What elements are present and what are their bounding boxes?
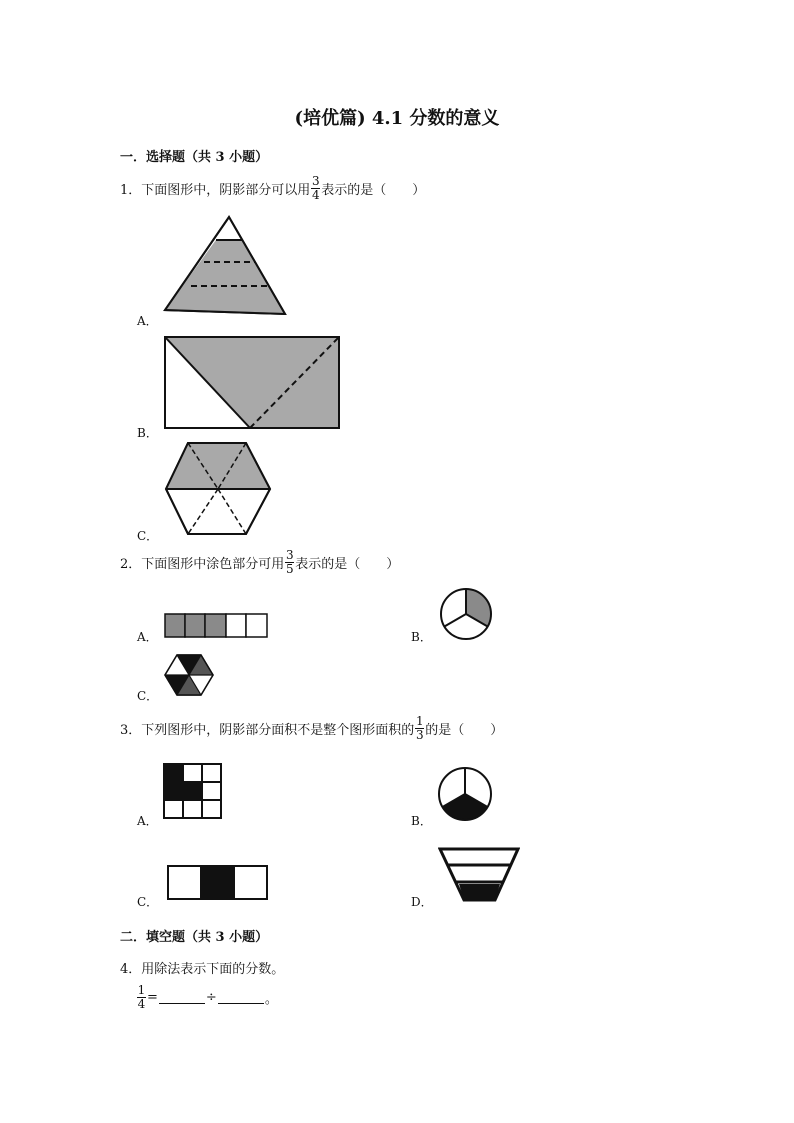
q2-option-c-label[interactable]: C． — [137, 689, 159, 703]
divisor-blank[interactable] — [218, 991, 264, 1004]
fraction-numerator: 1 — [415, 714, 424, 728]
question-1 — [120, 175, 425, 202]
question-1-suffix: 表示的是（ ） — [321, 183, 426, 198]
q3-option-a-label[interactable]: A． — [137, 814, 158, 828]
q1-option-c-hexagon-figure[interactable] — [160, 438, 276, 538]
page-title: (培优篇) 4.1 分数的意义 — [294, 108, 500, 129]
q3-option-b-circle-figure[interactable] — [437, 766, 493, 822]
q1-option-a-triangle-figure[interactable] — [160, 212, 292, 318]
q3-option-a-grid-figure[interactable] — [161, 761, 225, 821]
question-4: 4．用除法表示下面的分数。 — [120, 962, 285, 977]
question-2 — [120, 549, 399, 576]
question-1-fraction — [311, 175, 320, 202]
q3-option-c-label[interactable]: C． — [137, 895, 159, 909]
fraction-denominator: 3 — [415, 728, 424, 742]
dividend-blank[interactable] — [159, 991, 205, 1004]
q2-option-b-circle-figure[interactable] — [437, 586, 495, 642]
question-1-prefix: 1．下面图形中，阴影部分可以用 — [120, 183, 311, 198]
q3-option-d-label[interactable]: D． — [411, 895, 433, 909]
fraction-numerator: 3 — [285, 548, 294, 562]
fraction-denominator: 4 — [137, 997, 146, 1011]
question-2-suffix: 表示的是（ ） — [295, 557, 400, 572]
fraction-denominator: 4 — [311, 188, 320, 202]
question-4-fraction — [137, 984, 146, 1011]
fraction-denominator: 5 — [285, 562, 294, 576]
q3-option-b-label[interactable]: B． — [411, 814, 432, 828]
q1-option-b-label[interactable]: B． — [137, 426, 158, 440]
question-3-prefix: 3．下列图形中，阴影部分面积不是整个图形面积的 — [120, 723, 415, 738]
q2-option-c-hexagon-figure[interactable] — [163, 652, 215, 698]
section-heading-fill-in: 二．填空题（共 3 小题） — [120, 930, 269, 945]
equals-sign: = — [147, 990, 158, 1005]
question-3-fraction — [415, 715, 424, 742]
period-mark: 。 — [264, 992, 278, 1007]
fraction-numerator: 3 — [311, 174, 320, 188]
fraction-numerator: 1 — [137, 983, 146, 997]
question-2-prefix: 2．下面图形中涂色部分可用 — [120, 557, 285, 572]
q1-option-c-label[interactable]: C． — [137, 529, 159, 543]
question-2-fraction — [285, 549, 294, 576]
q2-option-b-label[interactable]: B． — [411, 630, 432, 644]
question-3-suffix: 的是（ ） — [425, 723, 504, 738]
q3-option-c-bar-figure[interactable] — [166, 864, 270, 902]
q3-option-d-trapezoid-figure[interactable] — [438, 846, 520, 904]
section-heading-choice: 一．选择题（共 3 小题） — [120, 150, 269, 165]
q1-option-b-rectangle-figure[interactable] — [160, 333, 345, 433]
question-4-equation — [136, 984, 278, 1011]
q2-option-a-label[interactable]: A． — [137, 630, 158, 644]
division-sign: ÷ — [205, 990, 217, 1005]
question-3 — [120, 715, 503, 742]
q1-option-a-label[interactable]: A． — [137, 314, 158, 328]
q2-option-a-bar-figure[interactable] — [163, 612, 271, 640]
